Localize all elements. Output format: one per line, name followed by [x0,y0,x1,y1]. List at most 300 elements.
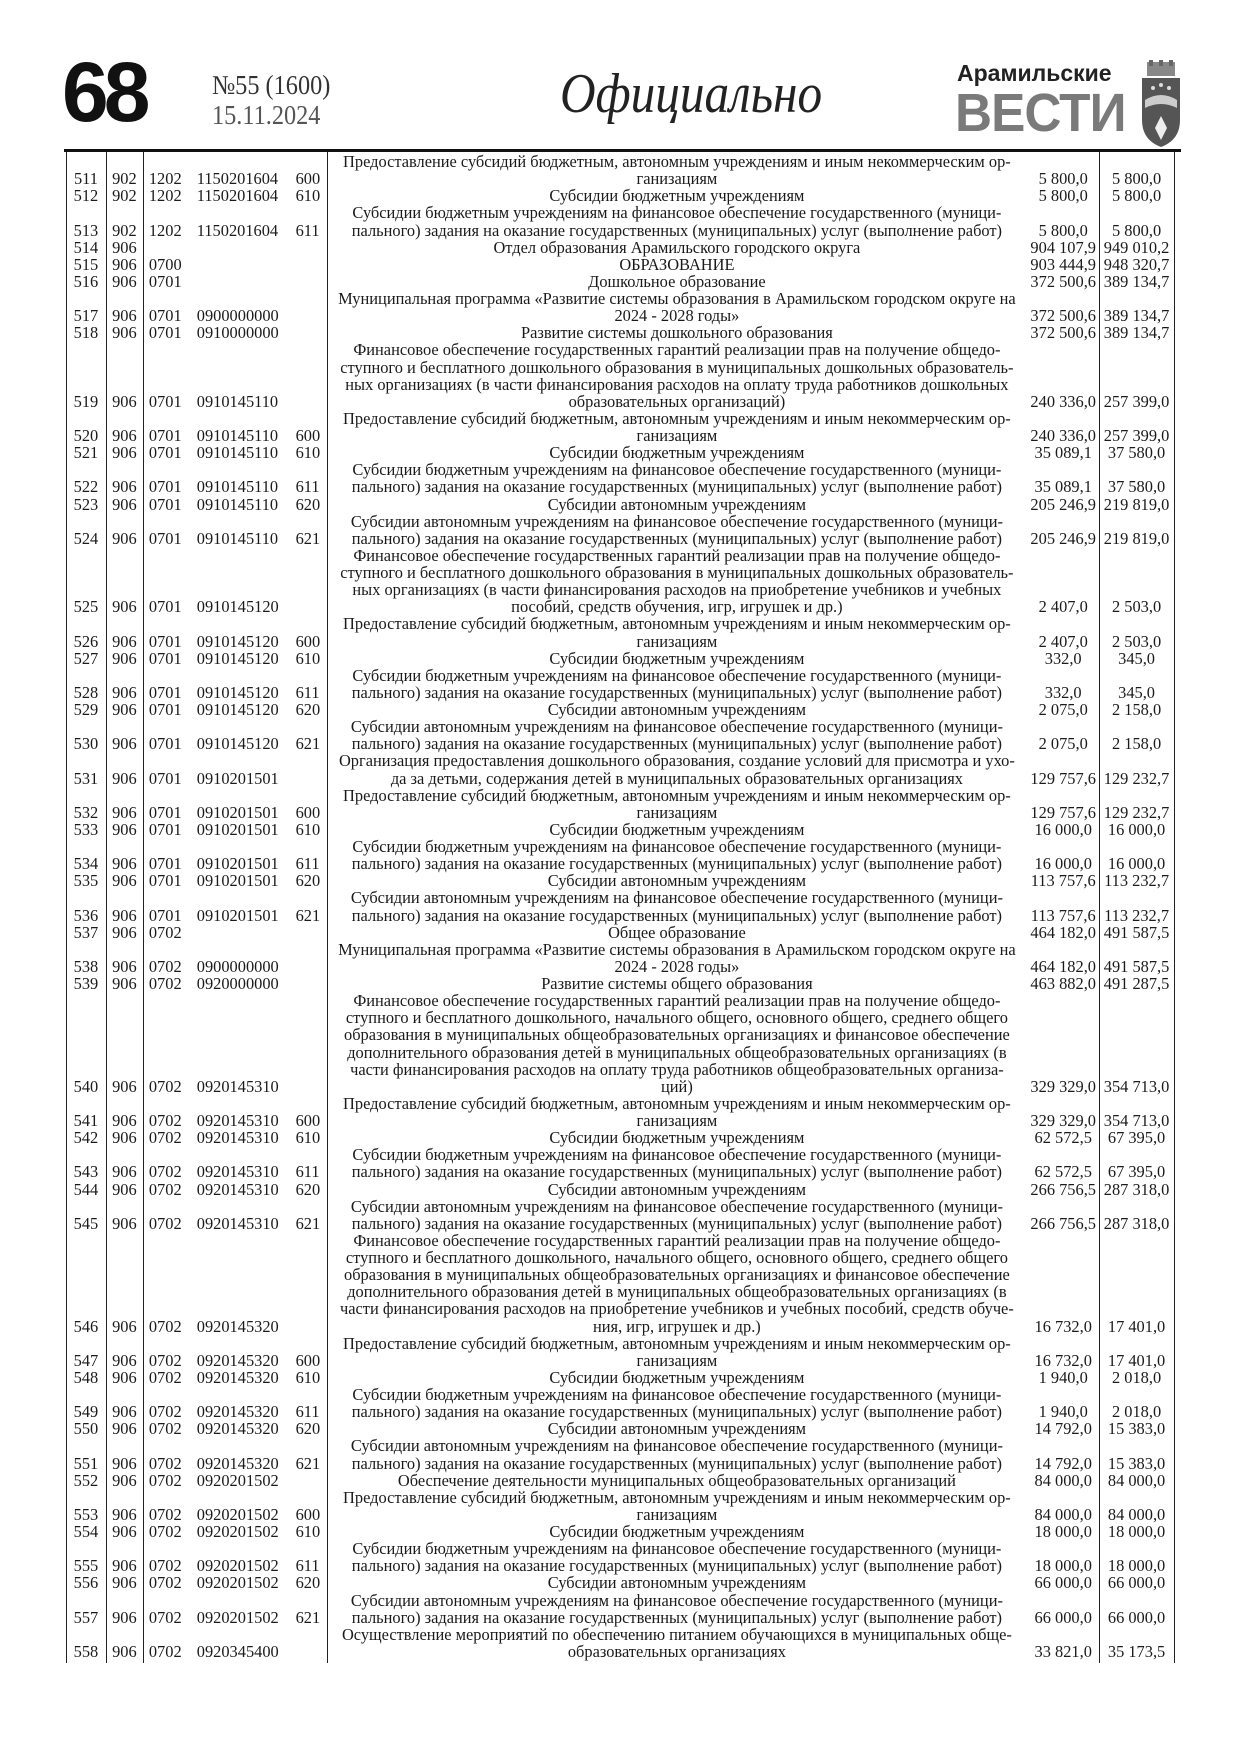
amount-2025: 2 075,0 [1038,700,1088,719]
description-line: Муниципальная программа «Развитие системы образования в Арамильском городском округе на [338,939,1016,959]
expense-type-code: 610 [295,443,321,463]
expense-type-code: 610 [295,1367,321,1387]
section-code: 0701 [148,477,182,497]
table-row [66,290,1174,324]
amount-2025: 35 089,1 [1034,477,1092,497]
amount-2026: 2 158,0 [1111,700,1162,719]
target-article-code: 0910145110 [196,528,279,548]
amount-2026: 17 401,0 [1107,1350,1166,1370]
amount-2026: 948 320,7 [1103,254,1170,274]
description-cell [327,752,1028,786]
description-line: ганизациям [636,169,718,189]
amount-2025: 14 792,0 [1034,1453,1092,1473]
description-line: пального) задания на оказание государственных (муниципальных) услуг (выполнение работ) [351,854,1003,874]
amount-2025: 14 792,0 [1034,1419,1092,1439]
row-number: 515 [73,254,99,274]
department-code: 906 [112,1522,137,1541]
section-code: 0702 [148,956,182,976]
amount-2025: 129 757,6 [1030,768,1096,788]
description-line: Субсидии бюджетным учреждениям [549,443,805,463]
expense-type-code: 621 [295,1607,321,1627]
target-article-code: 0910201501 [196,768,279,788]
department-code: 906 [112,597,137,617]
department-code: 906 [112,477,137,497]
table-row [66,547,1174,616]
description-cell [327,838,1028,872]
row-number: 513 [73,220,99,240]
description-line: Муниципальная программа «Развитие системы образования в Арамильском городском округе на [338,289,1016,308]
description-cell [327,1198,1028,1232]
description-line: Субсидии автономным учреждениям [547,871,806,891]
table-row [66,1198,1174,1232]
department-code: 906 [112,734,137,754]
description-line: Субсидии автономным учреждениям на финансовое обеспечение государственного (муници- [350,888,1003,908]
table-row [66,273,1174,290]
table-row [66,718,1174,752]
description-cell [327,290,1028,324]
description-line: ступного и бесплатного дошкольного, начального общего, основного общего, среднего общего [345,1248,1008,1267]
description-line: 2024 - 2028 годы» [614,306,740,326]
section-code: 0701 [148,306,182,326]
section-code: 0702 [148,1470,182,1490]
department-code: 906 [112,802,137,822]
department-code: 906 [112,237,137,257]
target-article-code: 0910201501 [196,905,279,925]
description-cell [327,204,1028,238]
coat-of-arms-icon [1139,60,1183,148]
description-line: дополнительного образования детей в муниципальных общеобразовательных организациях (в [347,1042,1007,1062]
amount-2025: 205 246,9 [1030,494,1096,514]
amount-2026: 66 000,0 [1107,1573,1166,1593]
amount-2026: 354 713,0 [1103,1076,1170,1096]
row-number: 555 [73,1556,99,1576]
section-code: 0702 [148,1162,182,1182]
amount-2025: 372 500,6 [1030,306,1096,326]
expense-type-code: 611 [295,1556,320,1576]
amount-2026: 389 134,7 [1103,271,1170,291]
description-line: Субсидии автономным учреждениям [547,700,806,719]
description-line: Субсидии бюджетным учреждениям [549,1522,805,1541]
department-code: 906 [112,1641,137,1661]
description-line: пального) задания на оказание государственных (муниципальных) услуг (выполнение работ) [351,528,1003,548]
expense-type-code: 610 [295,1128,321,1148]
row-number: 530 [73,734,99,754]
target-article-code: 0910201501 [196,854,279,874]
description-cell [327,975,1028,992]
section-code: 0701 [148,528,182,548]
department-code: 906 [112,631,137,651]
amount-2025: 62 572,5 [1034,1128,1092,1148]
table-row [66,324,1174,341]
description-line: ганизациям [636,1111,718,1130]
amount-2025: 332,0 [1044,648,1082,668]
description-cell [327,718,1028,752]
target-article-code: 0920145320 [196,1350,279,1370]
target-article-code: 0920201502 [196,1607,279,1627]
description-line: Субсидии автономным учреждениям на финансовое обеспечение государственного (муници- [350,511,1003,531]
description-line: Предоставление субсидий бюджетным, автономным учреждениям и иным некоммерческим ор- [343,1487,1011,1507]
table-row [66,256,1174,273]
department-code: 906 [112,426,137,445]
amount-2025: 16 000,0 [1034,854,1092,874]
department-code: 906 [112,306,137,326]
expense-type-code: 610 [295,186,321,206]
amount-2025: 16 732,0 [1034,1350,1092,1370]
target-article-code: 0920145320 [196,1316,279,1336]
description-line: Субсидии автономным учреждениям на финансовое обеспечение государственного (муници- [350,1196,1003,1216]
amount-2026: 37 580,0 [1107,443,1166,463]
description-line: Осуществление мероприятий по обеспечению питанием обучающихся в муниципальных обще- [341,1624,1012,1644]
description-cell [327,821,1028,838]
description-line: ных организациях (в части финансирования расходов на приобретение учебников и учебных [352,580,1002,600]
row-number: 546 [73,1316,99,1336]
expense-type-code: 600 [295,1111,321,1130]
amount-2026: 491 287,5 [1103,974,1170,993]
section-code: 0702 [148,922,182,942]
target-article-code: 1150201604 [196,169,279,189]
amount-2026: 257 399,0 [1103,426,1170,445]
amount-2026: 67 395,0 [1107,1128,1166,1148]
amount-2026: 84 000,0 [1107,1504,1166,1524]
section-code: 0701 [148,682,182,702]
amount-2026: 491 587,5 [1103,922,1170,942]
department-code: 906 [112,974,137,993]
description-line: Субсидии бюджетным учреждениям на финансовое обеспечение государственного (муници- [352,203,1002,223]
amount-2025: 113 757,6 [1030,905,1096,925]
amount-2025: 33 821,0 [1034,1641,1092,1661]
target-article-code: 0920145310 [196,1213,279,1233]
description-line: Субсидии бюджетным учреждениям на финансовое обеспечение государственного (муници- [352,460,1002,480]
amount-2025: 266 756,5 [1030,1179,1096,1199]
section-code: 0701 [148,819,182,839]
amount-2026: 345,0 [1118,682,1156,702]
section-code: 0702 [148,1179,182,1199]
row-number: 517 [73,306,99,326]
description-line: пального) задания на оказание государственных (муниципальных) услуг (выполнение работ) [351,905,1003,925]
amount-2025: 372 500,6 [1030,271,1096,291]
table-row [66,821,1174,838]
table-row [66,1540,1174,1574]
amount-2025: 464 182,0 [1030,922,1096,942]
description-line: Субсидии автономным учреждениям [547,1179,806,1199]
department-code: 906 [112,494,137,514]
section-code: 0701 [148,391,182,411]
amount-2026: 354 713,0 [1103,1111,1170,1130]
description-cell [327,444,1028,461]
table-row [66,992,1174,1095]
table-row [66,787,1174,821]
target-article-code: 0910145110 [196,477,279,497]
amount-2026: 949 010,2 [1103,237,1170,257]
description-line: ганизациям [636,426,718,445]
description-line: части финансирования расходов на оплату труда работников общеобразовательных организа- [350,1059,1004,1079]
expense-type-code: 620 [295,1573,321,1593]
description-cell [327,1472,1028,1489]
row-number: 547 [73,1350,99,1370]
amount-2025: 240 336,0 [1030,426,1096,445]
description-line: ганизациям [636,631,718,651]
target-article-code: 0920145310 [196,1076,279,1096]
department-code: 906 [112,528,137,548]
description-cell [327,513,1028,547]
description-line: ния, игр, игрушек и др.) [593,1316,761,1336]
department-code: 906 [112,271,137,291]
row-number: 522 [73,477,99,497]
row-number: 511 [73,169,98,189]
expense-type-code: 600 [295,631,321,651]
description-line: Субсидии бюджетным учреждениям на финансовое обеспечение государственного (муници- [352,665,1002,685]
section-code: 0702 [148,1350,182,1370]
amount-2026: 389 134,7 [1103,323,1170,343]
description-cell [327,924,1028,941]
description-line: пального) задания на оказание государственных (муниципальных) услуг (выполнение работ) [351,1453,1003,1473]
target-article-code: 0920145320 [196,1367,279,1387]
description-cell [327,1386,1028,1420]
table-row [66,667,1174,701]
table-row [66,1335,1174,1369]
description-line: Финансовое обеспечение государственных гарантий реализации прав на получение общедо- [353,1230,1001,1250]
description-line: части финансирования расходов на приобретение учебников и учебных пособий, средств обуче- [340,1299,1014,1319]
target-article-code: 0920201502 [196,1556,279,1576]
target-article-code: 0920201502 [196,1504,279,1524]
description-cell [327,1626,1028,1660]
amount-2026: 491 587,5 [1103,956,1170,976]
page-number: 68 [62,45,146,139]
section-code: 0702 [148,1316,182,1336]
description-line: пального) задания на оказание государственных (муниципальных) услуг (выполнение работ) [351,734,1003,754]
table-row [66,615,1174,649]
target-article-code: 0920145320 [196,1453,279,1473]
section-code: 0702 [148,1522,182,1541]
table-row [66,838,1174,872]
description-line: ганизациям [636,1504,718,1524]
amount-2026: 2 018,0 [1111,1402,1162,1422]
department-code: 906 [112,323,137,343]
description-line: Обеспечение деятельности муниципальных общеобразовательных организаций [397,1470,956,1490]
target-article-code: 1150201604 [196,220,279,240]
table-row [66,650,1174,667]
row-number: 534 [73,854,99,874]
amount-2025: 16 732,0 [1034,1316,1092,1336]
row-number: 523 [73,494,99,514]
logo-main-text: ВЕСТИ [955,83,1126,143]
section-title: Официально [560,63,823,125]
target-article-code: 0920201502 [196,1470,279,1490]
department-code: 906 [112,768,137,788]
description-line: пального) задания на оказание государственных (муниципальных) услуг (выполнение работ) [351,1213,1003,1233]
target-article-code: 0910201501 [196,819,279,839]
description-line: Дошкольное образование [588,271,766,291]
description-line: пального) задания на оказание государственных (муниципальных) услуг (выполнение работ) [351,1607,1003,1627]
table-row [66,1420,1174,1437]
description-cell [327,1232,1028,1335]
description-cell [327,1181,1028,1198]
description-line: Субсидии бюджетным учреждениям [549,186,805,206]
description-cell [327,1574,1028,1591]
row-number: 521 [73,443,99,463]
row-number: 533 [73,819,99,839]
description-line: ганизациям [636,802,718,822]
row-number: 514 [73,237,99,257]
department-code: 906 [112,1402,137,1422]
description-line: Субсидии автономным учреждениям [547,494,806,514]
amount-2025: 2 407,0 [1038,631,1088,651]
description-line: Общее образование [608,922,746,942]
expense-type-code: 621 [295,734,321,754]
amount-2026: 5 800,0 [1111,220,1162,240]
department-code: 906 [112,648,137,668]
description-cell [327,496,1028,513]
department-code: 906 [112,1470,137,1490]
section-code: 0701 [148,802,182,822]
description-line: образовательных организациях [567,1641,786,1661]
amount-2025: 240 336,0 [1030,391,1096,411]
description-line: образовательных организаций) [568,391,786,411]
expense-type-code: 611 [295,682,320,702]
amount-2026: 18 000,0 [1107,1556,1166,1576]
expense-type-code: 611 [295,220,320,240]
amount-2025: 66 000,0 [1034,1573,1092,1593]
row-number: 543 [73,1162,99,1182]
section-code: 0702 [148,1367,182,1387]
amount-2026: 129 232,7 [1103,802,1170,822]
section-code: 0701 [148,700,182,719]
amount-2025: 113 757,6 [1030,871,1096,891]
amount-2026: 2 158,0 [1111,734,1162,754]
amount-2026: 15 383,0 [1107,1419,1166,1439]
target-article-code: 0910145110 [196,426,279,445]
row-number: 519 [73,391,99,411]
amount-2025: 464 182,0 [1030,956,1096,976]
section-code: 0702 [148,974,182,993]
row-number: 537 [73,922,99,942]
target-article-code: 0920145310 [196,1179,279,1199]
table-row [66,496,1174,513]
description-line: Финансовое обеспечение государственных гарантий реализации прав на получение общедо- [353,545,1001,565]
row-number: 551 [73,1453,99,1473]
section-code: 0702 [148,1076,182,1096]
section-code: 0701 [148,871,182,891]
target-article-code: 0910000000 [196,323,279,343]
table-row [66,872,1174,889]
department-code: 906 [112,1162,137,1182]
row-number: 550 [73,1419,99,1439]
expense-type-code: 620 [295,871,321,891]
description-line: ных организациях (в части финансирования расходов на оплату труда работников дошкольных [345,374,1009,394]
amount-2026: 219 819,0 [1103,494,1170,514]
row-number: 535 [73,871,99,891]
description-line: Субсидии автономным учреждениям на финансовое обеспечение государственного (муници- [350,1436,1003,1456]
table-row [66,701,1174,718]
amount-2026: 18 000,0 [1107,1522,1166,1541]
department-code: 906 [112,854,137,874]
description-line: Развитие системы общего образования [541,974,813,993]
expense-type-code: 600 [295,1504,321,1524]
expense-type-code: 620 [295,700,321,719]
table-row [66,889,1174,923]
section-code: 1202 [148,186,182,206]
row-number: 528 [73,682,99,702]
description-cell [327,1420,1028,1437]
amount-2025: 5 800,0 [1038,169,1088,189]
target-article-code: 0910145120 [196,597,279,617]
section-code: 0702 [148,1504,182,1524]
department-code: 906 [112,1076,137,1096]
table-row [66,153,1174,187]
amount-2026: 2 503,0 [1111,597,1162,617]
description-cell [327,941,1028,975]
department-code: 906 [112,871,137,891]
amount-2025: 62 572,5 [1034,1162,1092,1182]
target-article-code: 0910145120 [196,682,279,702]
description-cell [327,153,1028,187]
section-code: 0702 [148,1607,182,1627]
description-line: Субсидии бюджетным учреждениям на финансовое обеспечение государственного (муници- [352,1145,1002,1165]
expense-type-code: 610 [295,648,321,668]
row-number: 538 [73,956,99,976]
description-cell [327,547,1028,616]
department-code: 906 [112,905,137,925]
table-row [66,1489,1174,1523]
amount-2025: 1 940,0 [1038,1402,1088,1422]
description-line: Субсидии бюджетным учреждениям на финансовое обеспечение государственного (муници- [352,1385,1002,1404]
section-code: 0702 [148,1111,182,1130]
amount-2025: 903 444,9 [1030,254,1096,274]
description-cell [327,615,1028,649]
description-line: Финансовое обеспечение государственных гарантий реализации прав на получение общедо- [353,340,1001,360]
section-code: 0702 [148,1573,182,1593]
department-code: 906 [112,1453,137,1473]
description-cell [327,1523,1028,1540]
description-line: Субсидии бюджетным учреждениям [549,1128,805,1148]
description-cell [327,787,1028,821]
amount-2025: 329 329,0 [1030,1111,1096,1130]
amount-2026: 15 383,0 [1107,1453,1166,1473]
row-number: 544 [73,1179,99,1199]
amount-2025: 332,0 [1044,682,1082,702]
target-article-code: 0920145310 [196,1111,279,1130]
description-line: ступного и бесплатного дошкольного образования в муниципальных дошкольных образователь- [340,563,1014,582]
description-cell [327,667,1028,701]
table-row [66,239,1174,256]
department-code: 906 [112,1504,137,1524]
table-row [66,341,1174,410]
section-code: 0702 [148,1556,182,1576]
amount-2025: 329 329,0 [1030,1076,1096,1096]
department-code: 906 [112,1607,137,1627]
table-row [66,1574,1174,1591]
department-code: 902 [112,169,137,189]
target-article-code: 0920000000 [196,974,279,993]
description-cell [327,410,1028,444]
table-row [66,513,1174,547]
table-row [66,187,1174,204]
description-cell [327,1540,1028,1574]
row-number: 516 [73,271,99,291]
description-line: дополнительного образования детей в муниципальных общеобразовательных организациях (в [347,1282,1007,1302]
amount-2026: 84 000,0 [1107,1470,1166,1490]
description-line: Предоставление субсидий бюджетным, автономным учреждениям и иным некоммерческим ор- [343,785,1011,805]
amount-2026: 345,0 [1118,648,1156,668]
section-code: 0701 [148,734,182,754]
amount-2026: 113 232,7 [1104,871,1170,891]
table-row [66,1523,1174,1540]
row-number: 532 [73,802,99,822]
description-cell [327,239,1028,256]
row-number: 541 [73,1111,99,1130]
department-code: 906 [112,682,137,702]
row-number: 526 [73,631,99,651]
